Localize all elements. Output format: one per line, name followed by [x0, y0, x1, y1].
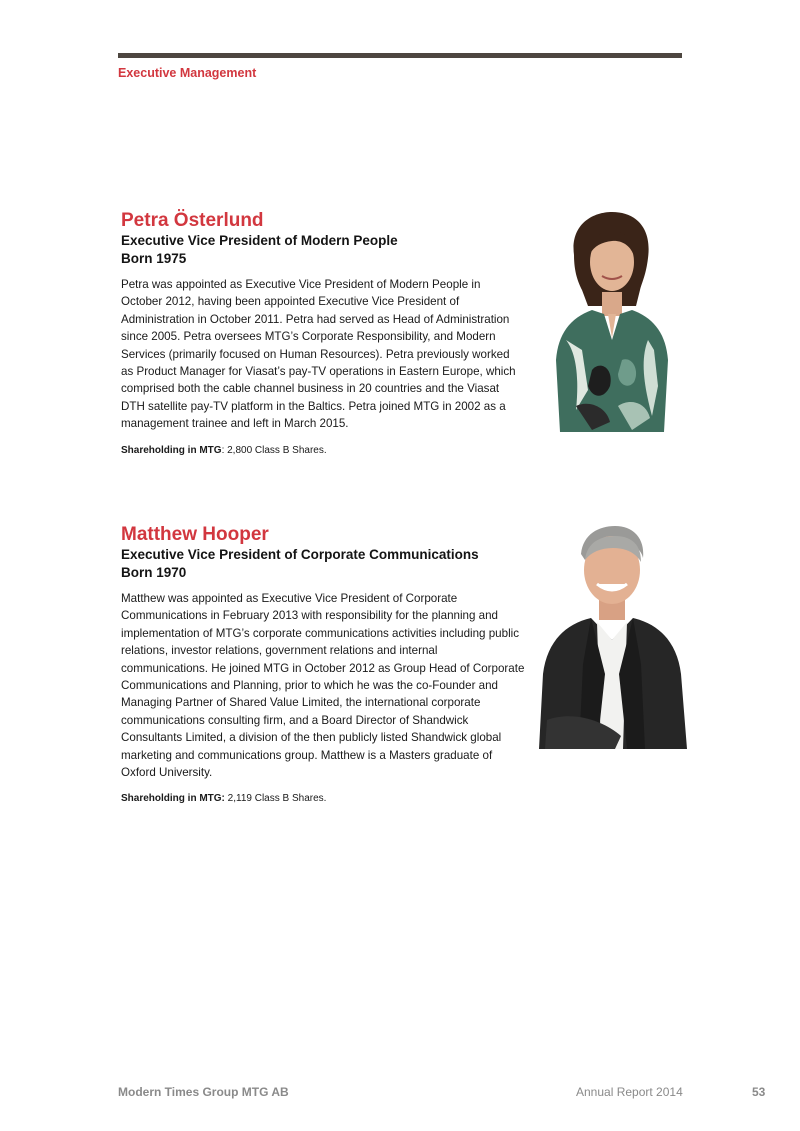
footer-report-title: Annual Report 2014 [576, 1085, 683, 1099]
section-label: Executive Management [118, 66, 257, 80]
portrait-illustration [535, 524, 689, 749]
executive-born: Born 1970 [121, 565, 187, 580]
page-number: 53 [752, 1085, 766, 1099]
shareholding-value: : 2,800 Class B Shares. [221, 444, 327, 456]
profile-petra-osterlund [121, 210, 521, 456]
shareholding [121, 445, 521, 456]
profile-matthew-hooper [121, 524, 526, 804]
shareholding-label: Shareholding in MTG [121, 444, 222, 456]
executive-role: Executive Vice President of Modern People [121, 233, 398, 248]
executive-role: Executive Vice President of Corporate Communications [121, 547, 479, 562]
footer-company: Modern Times Group MTG AB [118, 1085, 289, 1099]
executive-bio: Petra was appointed as Executive Vice President of Modern People in October 2012, having been appointed Executive Vice President of Administration in October 2011. Petra had served as Head of Administration since 2005. Petra oversees MTG’s Corporate Responsibility, and Modern Services (primarily focused on Human Resources). Petra previously worked as Product Manager for Viasat’s pay-TV operations in Eastern Europe, which comprised both the cable channel business in 20 countries and the Viasat DTH satellite pay-TV platform in the Baltics. Petra joined MTG in 2002 as a management trainee and left in March 2015. [121, 278, 516, 431]
executive-name: Matthew Hooper [121, 524, 269, 545]
executive-name: Petra Österlund [121, 210, 264, 231]
header-rule [118, 53, 682, 58]
portrait-photo-matthew-hooper [535, 524, 689, 749]
portrait-illustration [552, 210, 672, 432]
portrait-photo-petra-osterlund [552, 210, 672, 432]
shareholding-value: 2,119 Class B Shares. [224, 793, 327, 805]
executive-bio: Matthew was appointed as Executive Vice President of Corporate Communications in February 2013 with responsibility for the planning and implementation of MTG’s corporate communications activities including public relations, investor relations, government relations and internal communications. He joined MTG in October 2012 as Group Head of Corporate Communications and Planning, prior to which he was the co-Founder and Managing Partner of Shared Value Limited, the international corporate communications consulting firm, and a Board Director of Shandwick Consultants Limited, a division of the then publicly listed Shandwick global marketing and communications group. Matthew is a Masters graduate of Oxford University. [121, 592, 525, 780]
shareholding-label: Shareholding in MTG: [121, 793, 225, 805]
executive-born: Born 1975 [121, 251, 187, 266]
shareholding [121, 793, 526, 804]
